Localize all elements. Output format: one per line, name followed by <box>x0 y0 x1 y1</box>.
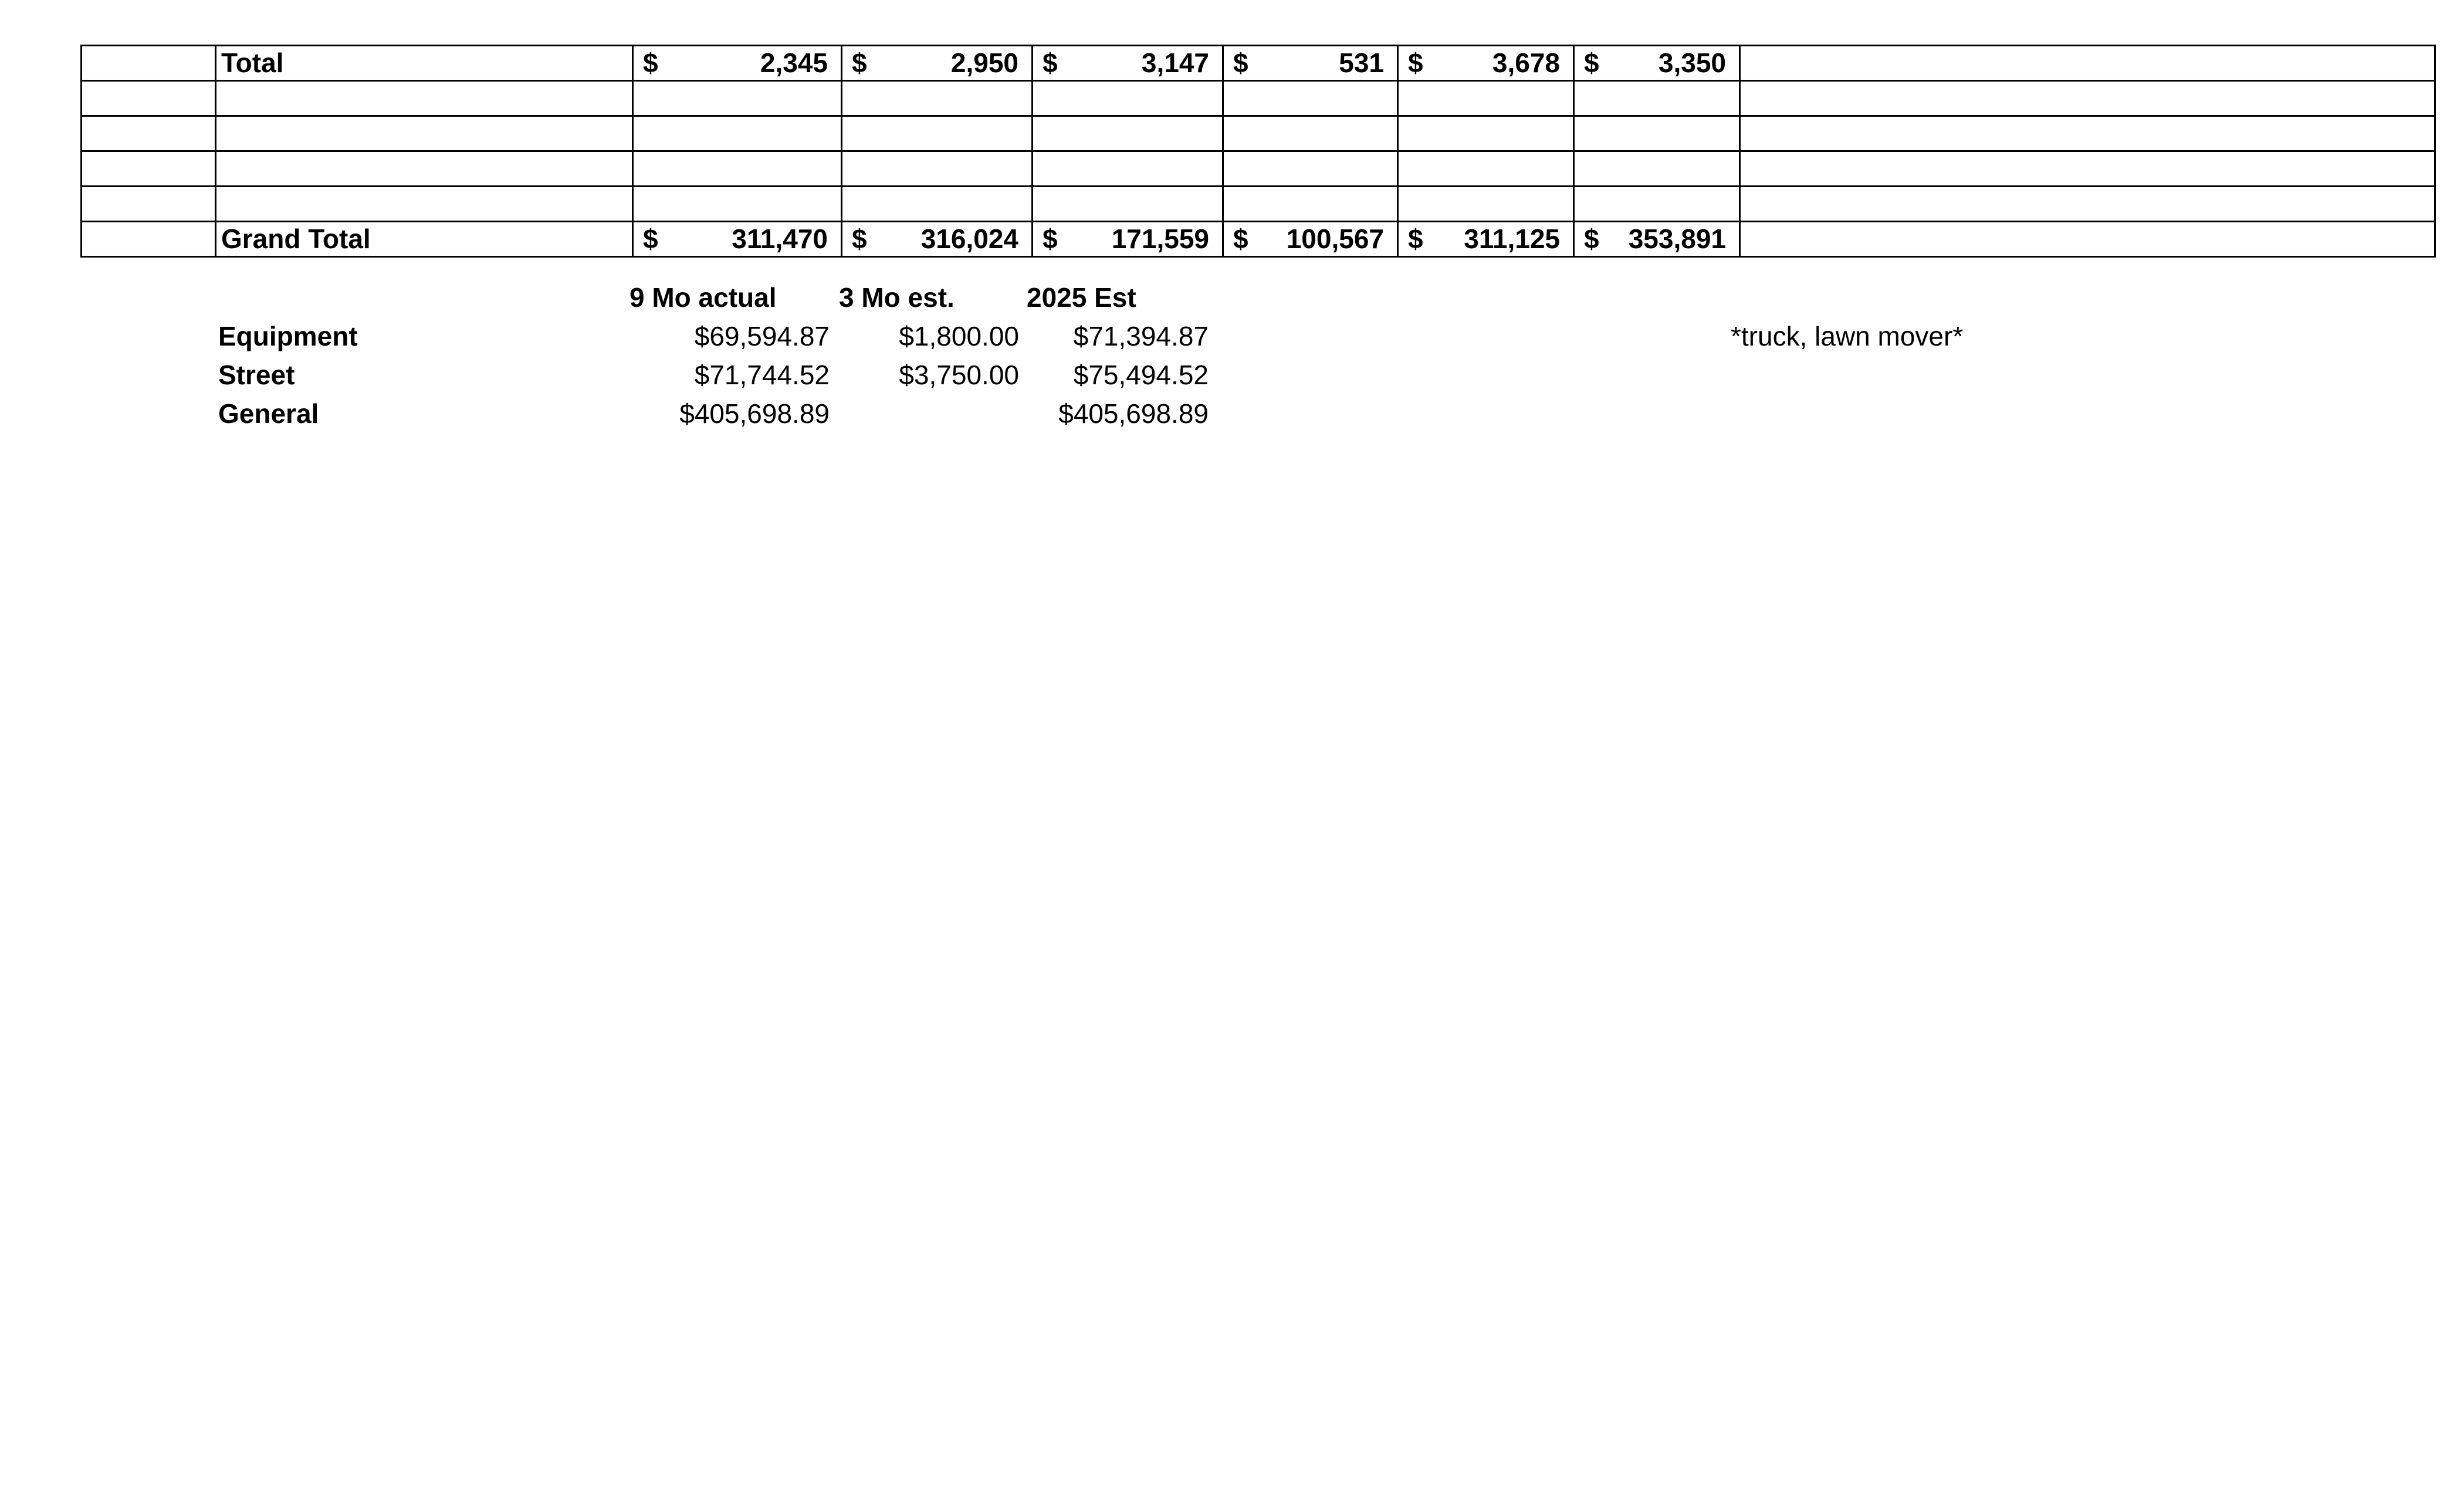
amount: 3,147 <box>1141 48 1209 78</box>
currency-symbol: $ <box>1584 48 1599 78</box>
estimate-summary <box>0 0 2464 469</box>
summary-3-mo-est[interactable]: $3,750.00 <box>899 360 1019 390</box>
currency-symbol: $ <box>852 48 867 78</box>
currency-symbol: $ <box>1233 48 1248 78</box>
amount: 353,891 <box>1628 224 1726 254</box>
amount: 3,350 <box>1658 48 1726 78</box>
currency-symbol: $ <box>1043 224 1058 254</box>
summary-9-mo-actual[interactable]: $405,698.89 <box>679 398 830 429</box>
summary-3-mo-est[interactable]: $1,800.00 <box>899 321 1019 351</box>
currency-symbol: $ <box>643 224 658 254</box>
currency-symbol: $ <box>1584 224 1599 254</box>
row-label[interactable]: Total <box>216 46 633 81</box>
amount: 531 <box>1339 48 1384 78</box>
header-2025-est[interactable]: 2025 Est <box>1027 282 1136 313</box>
summary-2025-est[interactable]: $71,394.87 <box>1073 321 1209 351</box>
summary-row-label[interactable]: Equipment <box>218 321 358 351</box>
currency-symbol: $ <box>1233 224 1248 254</box>
amount: 171,559 <box>1111 224 1209 254</box>
summary-2025-est[interactable]: $405,698.89 <box>1058 398 1209 429</box>
header-9-mo-actual[interactable]: 9 Mo actual <box>629 282 777 313</box>
amount: 311,470 <box>732 224 828 254</box>
summary-row-label[interactable]: General <box>218 398 319 429</box>
currency-symbol: $ <box>1408 224 1423 254</box>
amount: 316,024 <box>920 224 1018 254</box>
amount: 2,345 <box>760 48 828 78</box>
currency-symbol: $ <box>852 224 867 254</box>
row-label[interactable]: Grand Total <box>216 222 633 257</box>
summary-row-label[interactable]: Street <box>218 360 295 390</box>
summary-2025-est[interactable]: $75,494.52 <box>1073 360 1209 390</box>
summary-note[interactable]: *truck, lawn mover* <box>1731 321 1964 351</box>
amount: 100,567 <box>1286 224 1384 254</box>
summary-9-mo-actual[interactable]: $71,744.52 <box>694 360 830 390</box>
header-3-mo-est[interactable]: 3 Mo est. <box>839 282 955 313</box>
amount: 3,678 <box>1492 48 1560 78</box>
currency-symbol: $ <box>1043 48 1058 78</box>
amount: 2,950 <box>950 48 1018 78</box>
summary-9-mo-actual[interactable]: $69,594.87 <box>694 321 830 351</box>
currency-symbol: $ <box>1408 48 1423 78</box>
amount: 311,125 <box>1464 224 1560 254</box>
currency-symbol: $ <box>643 48 658 78</box>
